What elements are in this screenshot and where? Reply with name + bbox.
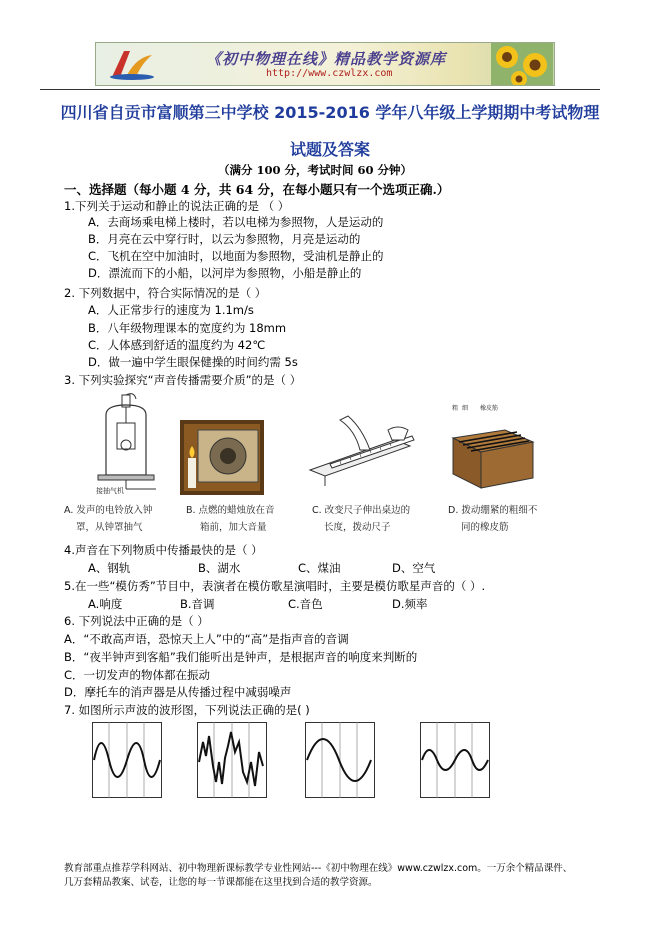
- header-banner: [95, 42, 555, 86]
- title-line-2: 试题及答案: [289, 140, 370, 159]
- fig-d-label-coarse: 粗: [452, 405, 459, 412]
- q5-option-b: B.音调: [180, 597, 215, 611]
- exam-info: （满分 100 分，考试时间 60 分钟）: [218, 163, 413, 177]
- q4-option-c: C、煤油: [298, 561, 341, 575]
- page-footer: [64, 862, 624, 890]
- page-title: [40, 94, 620, 168]
- q1-option-a: A．去商场乘电梯上楼时，若以电梯为参照物，人是运动的: [88, 215, 384, 229]
- waveform-d: [420, 722, 490, 798]
- q3-option-a-line1: A. 发声的电铃放入钟: [64, 505, 153, 516]
- q2-option-a: A．人正常步行的速度为 1.1m/s: [88, 303, 254, 317]
- question-2-stem: 2. 下列数据中，符合实际情况的是（ ）: [64, 286, 267, 300]
- banner-title: 《初中物理在线》精品教学资源库: [206, 50, 447, 68]
- bell-jar-figure: [86, 393, 166, 493]
- q3-option-c-line2: 长度，拨动尺子: [324, 522, 391, 533]
- header-rule: [40, 89, 600, 90]
- sunflower-image: [491, 43, 553, 85]
- q6-option-a: A．“不敢高声语，恐惊天上人”中的“高”是指声音的音调: [64, 632, 349, 646]
- q2-option-c: C．人体感到舒适的温度约为 42℃: [88, 338, 266, 352]
- q4-option-a: A、钢轨: [88, 561, 131, 575]
- question-3-stem: 3. 下列实验探究“声音传播需要介质”的是（ ）: [64, 373, 302, 387]
- question-4-stem: 4.声音在下列物质中传播最快的是（ ）: [64, 543, 263, 557]
- q3-option-b-line2: 箱前，加大音量: [200, 522, 267, 533]
- footer-line-2: 几万套精品教案、试卷，让您的每一节课都能在这里找到合适的教学资源。: [64, 877, 378, 888]
- footer-line-1: 教育部重点推荐学科网站、初中物理新课标教学专业性网站---《初中物理在线》www.czwlzx.com。一万余个精品课件、: [64, 863, 573, 874]
- q5-option-a: A.响度: [88, 597, 123, 611]
- q3-option-d-line2: 同的橡皮筋: [461, 522, 509, 533]
- fig-d-label-band: 橡皮筋: [480, 405, 499, 412]
- section-heading: 一、选择题（每小题 4 分，共 64 分，在每小题只有一个选项正确.）: [64, 182, 450, 197]
- speaker-candle-photo: [180, 420, 264, 495]
- ruler-figure: [300, 410, 415, 490]
- q3-option-a-line2: 罩，从钟罩抽气: [76, 522, 143, 533]
- site-logo-icon: [106, 47, 158, 81]
- title-line-1: 四川省自贡市富顺第三中学校 2015-2016 学年八年级上学期期中考试物理: [60, 103, 600, 122]
- question-1-stem: 1.下列关于运动和静止的说法正确的是 （ ）: [64, 199, 290, 213]
- q1-option-d: D．漂流而下的小船，以河岸为参照物，小船是静止的: [88, 266, 362, 280]
- q4-option-b: B、湖水: [198, 561, 241, 575]
- waveform-a: [92, 722, 162, 798]
- q5-option-c: C.音色: [288, 597, 323, 611]
- q1-option-b: B．月亮在云中穿行时，以云为参照物，月亮是运动的: [88, 232, 361, 246]
- q2-option-d: D．做一遍中学生眼保健操的时间约需 5s: [88, 355, 298, 369]
- q3-option-d-line1: D. 拨动绷紧的粗细不: [448, 505, 538, 516]
- waveform-b: [197, 722, 267, 798]
- q6-option-c: C．一切发声的物体都在振动: [64, 668, 211, 682]
- waveform-c: [305, 722, 375, 798]
- q2-option-b: B．八年级物理课本的宽度约为 18mm: [88, 321, 287, 335]
- question-7-stem: 7. 如图所示声波的波形图，下列说法正确的是( ): [64, 703, 310, 717]
- banner-url[interactable]: http://www.czwlzx.com: [266, 68, 393, 79]
- q1-option-c: C．飞机在空中加油时，以地面为参照物，受油机是静止的: [88, 249, 384, 263]
- q6-option-d: D．摩托车的消声器是从传播过程中减弱噪声: [64, 685, 292, 699]
- question-6-stem: 6. 下列说法中正确的是（ ）: [64, 614, 209, 628]
- q6-option-b: B．“夜半钟声到客船”我们能听出是钟声，是根据声音的响度来判断的: [64, 650, 418, 664]
- rubber-band-box-figure: [445, 402, 540, 492]
- fig-d-label-fine: 细: [462, 405, 469, 412]
- fig-a-label: 接抽气机: [96, 487, 124, 495]
- q3-option-b-line1: B. 点燃的蜡烛放在音: [186, 505, 275, 516]
- question-5-stem: 5.在一些“模仿秀”节目中，表演者在模仿歌星演唱时，主要是模仿歌星声音的（ ）.: [64, 579, 486, 593]
- q3-option-c-line1: C. 改变尺子伸出桌边的: [312, 505, 411, 516]
- q4-option-d: D、空气: [392, 561, 436, 575]
- q5-option-d: D.频率: [392, 597, 428, 611]
